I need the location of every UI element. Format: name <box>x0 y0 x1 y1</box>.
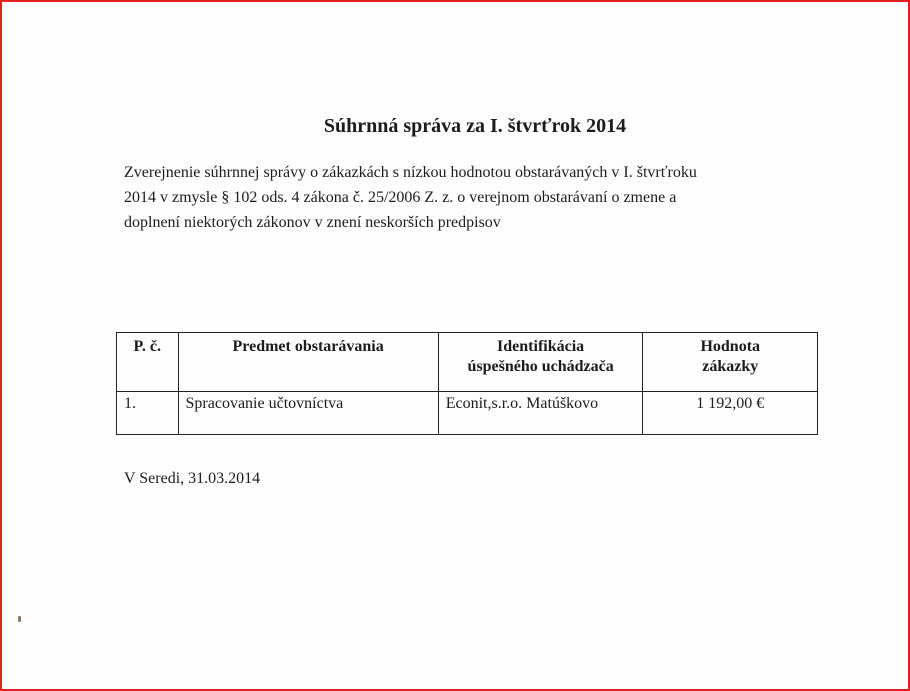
header-value <box>643 333 818 392</box>
header-value-line1: Hodnota <box>700 338 761 355</box>
header-subject: Predmet obstarávania <box>178 333 438 392</box>
header-identification-line1: Identifikácia <box>497 338 585 355</box>
document-title: Súhrnná správa za I. štvrťrok 2014 <box>323 115 627 137</box>
intro-line: Zverejnenie súhrnnej správy o zákazkách s nízkou hodnotou obstarávaných v I. štvrťroku <box>124 164 697 181</box>
header-number: P. č. <box>117 333 179 392</box>
scan-speck-mark <box>18 616 21 622</box>
intro-line: doplnení niektorých zákonov v znení neskorších predpisov <box>124 214 501 231</box>
intro-paragraph <box>124 160 804 235</box>
row-subject: Spracovanie učtovníctva <box>178 392 438 435</box>
contracts-table <box>116 332 818 435</box>
header-identification <box>438 333 643 392</box>
place-and-date: V Seredi, 31.03.2014 <box>124 470 261 487</box>
row-bidder: Econit,s.r.o. Matúškovo <box>438 392 643 435</box>
header-value-line2: zákazky <box>702 358 759 375</box>
header-identification-line2: úspešného uchádzača <box>467 358 614 375</box>
table-row <box>117 392 818 435</box>
row-number: 1. <box>117 392 179 435</box>
table-header-row <box>117 333 818 392</box>
row-value: 1 192,00 € <box>643 392 818 435</box>
intro-line: 2014 v zmysle § 102 ods. 4 zákona č. 25/2006 Z. z. o verejnom obstarávaní o zmene a <box>124 189 677 206</box>
